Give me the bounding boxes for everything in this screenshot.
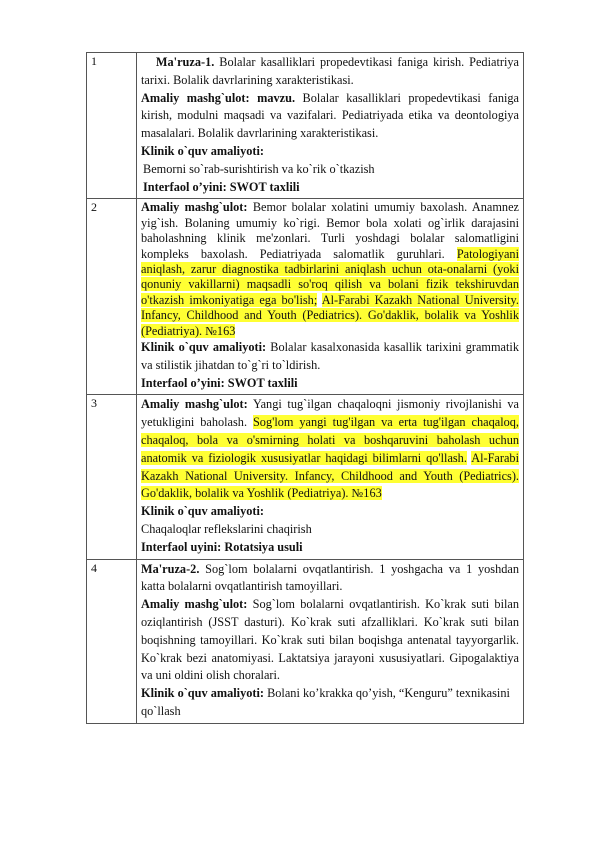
interactive-game-text: Interfaol o’yini: SWOT taxlili: [141, 375, 298, 390]
row-content: [137, 395, 524, 559]
row-number: 2: [87, 199, 137, 395]
table-row: [87, 199, 524, 395]
table-row: [87, 395, 524, 559]
lecture-paragraph: [141, 561, 519, 597]
row-number: 3: [87, 395, 137, 559]
practical-paragraph: [141, 596, 519, 685]
practical-paragraph: [141, 90, 519, 143]
row-number: 1: [87, 53, 137, 199]
practical-label: Amaliy mashg`ulot: mavzu.: [141, 90, 296, 105]
clinical-paragraph: [141, 339, 519, 375]
interactive-game-text: Interfaol uyini: Rotatsiya usuli: [141, 539, 303, 554]
clinical-label-text: Klinik o`quv amaliyoti:: [141, 504, 264, 519]
curriculum-table: [86, 52, 524, 724]
clinical-text: Bolalar kasalxonasida kasallik tarixini grammatik va stilistik jihatdan to`g`ri to`ldirish.: [141, 340, 519, 372]
practical-text: Bolalar kasalliklari propedevtikasi faniga kirish, modulni maqsadi va vazifalari. Pediatriyada etika va deontologiya masalalari. Bolalik davrlarining xarakteristikasi.: [141, 90, 520, 141]
clinical-text: Chaqaloqlar reflekslarini chaqirish: [141, 522, 312, 536]
highlighted-objective: Patologiyani aniqlash, zarur diagnostika tadbirlarini aniqlash uchun ota-onalarni (yoki qonuniy vakillarni) maqsadli so'roq qilish va bolani fizik tekshiruvdan o'tkazish imkoniyatiga ega bo'lish;: [141, 246, 519, 307]
row-content: [137, 559, 524, 723]
practical-paragraph: [141, 200, 519, 339]
table-row: [87, 53, 524, 199]
highlighted-reference: Al-Farabi Kazakh National University. Infancy, Childhood and Youth (Pediatrics). Go'daklik, bolalik va Yoshlik (Pediatriya). №163: [141, 450, 519, 501]
clinical-text: Bolani ko’krakka qo’yish, “Kenguru” texnikasini qo`llash: [141, 686, 510, 718]
row-number: 4: [87, 559, 137, 723]
highlighted-reference: Al-Farabi Kazakh National University. Infancy, Childhood and Youth (Pediatrics). Go'daklik, bolalik va Yoshlik (Pediatriya). №163: [141, 292, 519, 338]
practical-text: Sog`lom bolalarni ovqatlantirish. Ko`krak suti bilan oziqlantirish (JSST dasturi). Ko`krak suti afzalliklari. Ko`krak suti bilan boqishning tamoyillari. Ko`krak suti bilan boqishga antenatal tayyorgarlik. Ko`krak bezi anatomiyasi. Laktatsiya jarayoni xususiyatlari. Gipogalaktiya va uni oldini olish choralari.: [141, 597, 520, 683]
interactive-game: [141, 539, 519, 557]
practical-label: Amaliy mashg`ulot:: [141, 597, 248, 612]
lecture-paragraph: [141, 54, 519, 90]
clinical-label: [141, 143, 519, 161]
lecture-text: Bolalar kasalliklari propedevtikasi faniga kirish. Pediatriya tarixi. Bolalik davrlarining xarakteristikasi.: [141, 55, 519, 87]
table-row: [87, 559, 524, 723]
lecture-text: Sog`lom bolalarni ovqatlantirish. 1 yoshgacha va 1 yoshdan katta bolalarni ovqatlantirish tamoyillari.: [141, 561, 520, 594]
practical-text: Bemor bolalar xolatini umumiy baxolash. Anamnez yig`ish. Bolaning umumiy ko`rigi. Bemor bola xolati og`irlik darajasini baholashning klinik me'zonlari. Turli yoshdagi bolalar salomatligini kompleks baxolash. Pediatriyada salomatlik guruhlari.: [141, 200, 519, 261]
clinical-paragraph: [141, 685, 519, 721]
row-content: [137, 53, 524, 199]
highlighted-objective: Sog'lom yangi tug'ilgan va erta tug'ilgan chaqaloq, chaqaloq, bola va o'smirning holati va boshqaruvini baholash uchun anatomik va fiziologik xususiyatlar haqidagi bilimlarni qo'llash.: [141, 415, 519, 465]
practical-label: Amaliy mashg`ulot:: [141, 397, 248, 412]
practical-paragraph: [141, 396, 519, 503]
interactive-game: [141, 179, 519, 197]
practical-text: Yangi tug`ilgan chaqaloqni jismoniy rivojlanishi va yetukligini baholash.: [141, 397, 520, 430]
lecture-label: Ma'ruza-1.: [155, 55, 215, 69]
interactive-game-text: Interfaol o’yini: SWOT taxlili: [143, 179, 300, 194]
clinical-label: Klinik o`quv amaliyoti:: [141, 686, 264, 701]
practical-label: Amaliy mashg`ulot:: [141, 200, 248, 215]
clinical-label: Klinik o`quv amaliyoti:: [141, 340, 267, 355]
clinical-label: [141, 503, 519, 521]
row-content: [137, 199, 524, 395]
clinical-text: Bemorni so`rab-surishtirish va ko`rik o`tkazish: [143, 161, 375, 176]
clinical-label-text: Klinik o`quv amaliyoti:: [141, 143, 264, 158]
interactive-game: [141, 375, 519, 393]
lecture-label: Ma'ruza-2.: [141, 561, 200, 576]
